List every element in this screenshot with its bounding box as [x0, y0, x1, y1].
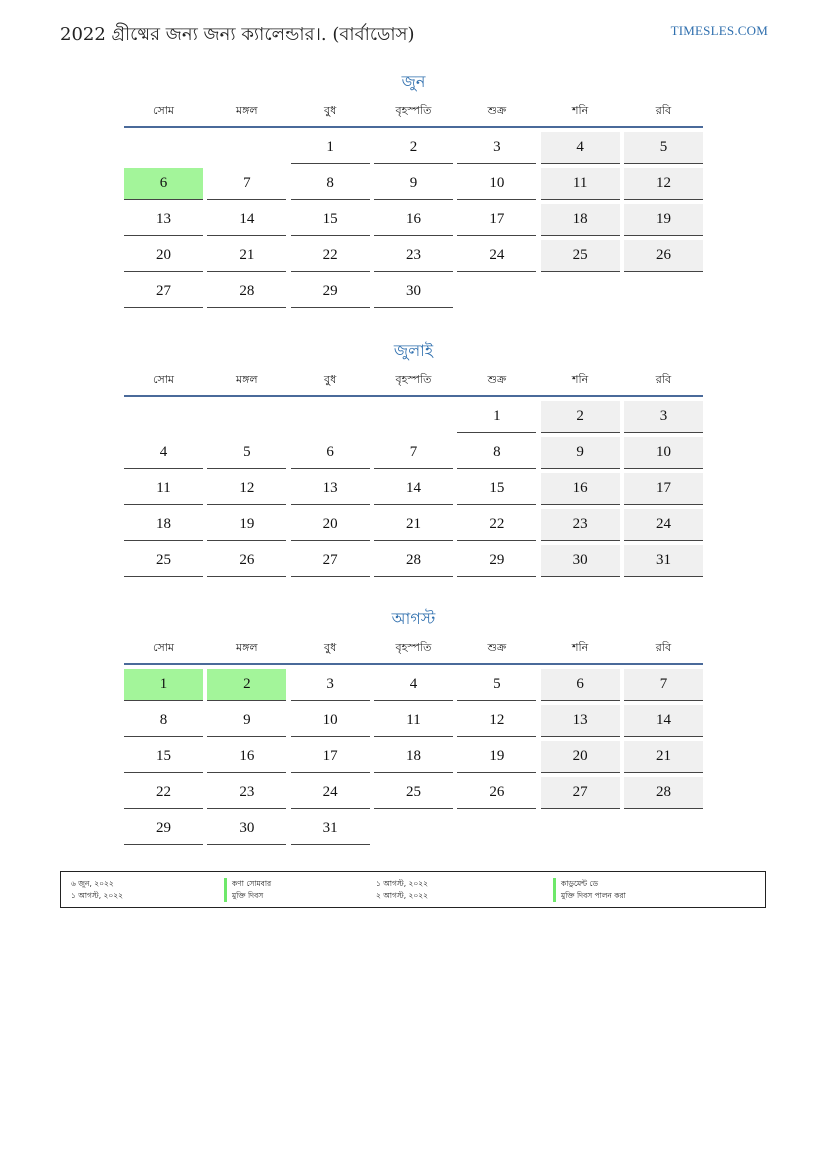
day-cell[interactable]: 19	[207, 509, 286, 541]
day-cell[interactable]: 13	[124, 204, 203, 236]
day-cell[interactable]: 11	[374, 705, 453, 737]
weekday-label: শুক্র	[487, 373, 507, 386]
day-cell[interactable]: 24	[624, 509, 703, 541]
weekday-label: মঙ্গল	[236, 641, 258, 654]
day-cell[interactable]: 28	[374, 545, 453, 577]
empty-cell	[124, 401, 203, 432]
weekday-label: মঙ্গল	[236, 373, 258, 386]
holiday-list	[60, 871, 766, 908]
day-cell[interactable]: 30	[207, 813, 286, 845]
day-cell[interactable]: 5	[624, 132, 703, 164]
day-cell[interactable]: 12	[624, 168, 703, 200]
day-cell[interactable]: 4	[124, 437, 203, 469]
weekday-header	[124, 641, 703, 665]
day-cell[interactable]: 5	[457, 669, 536, 701]
day-cell[interactable]: 24	[291, 777, 370, 809]
empty-cell	[207, 401, 286, 432]
day-cell[interactable]: 17	[624, 473, 703, 505]
day-cell[interactable]: 15	[457, 473, 536, 505]
month-title: জুলাই	[393, 341, 434, 360]
weekday-header	[124, 373, 703, 397]
day-cell[interactable]: 18	[541, 204, 620, 236]
day-cell[interactable]: 21	[374, 509, 453, 541]
month-title: আগস্ট	[391, 609, 436, 628]
page-title: 2022 গ্রীষ্মের জন্য জন্য ক্যালেন্ডার।. (বার্বাডোস)	[60, 24, 415, 45]
day-cell[interactable]: 9	[541, 437, 620, 469]
empty-cell	[374, 401, 453, 432]
day-cell[interactable]: 21	[624, 741, 703, 773]
day-cell[interactable]: 7	[624, 669, 703, 701]
weekday-label: বুধ	[324, 641, 337, 654]
day-cell[interactable]: 23	[374, 240, 453, 272]
day-cell[interactable]: 25	[541, 240, 620, 272]
holiday-date: ২ আগস্ট, ২০২২	[376, 891, 429, 900]
day-cell[interactable]: 18	[124, 509, 203, 541]
day-cell[interactable]: 30	[541, 545, 620, 577]
day-cell[interactable]: 22	[457, 509, 536, 541]
day-cell[interactable]: 19	[457, 741, 536, 773]
day-grid	[124, 132, 703, 308]
day-cell[interactable]: 23	[541, 509, 620, 541]
day-cell[interactable]: 27	[541, 777, 620, 809]
day-cell[interactable]: 10	[457, 168, 536, 200]
holiday-date: ৬ জুন, ২০২২	[71, 879, 114, 888]
day-cell[interactable]: 25	[374, 777, 453, 809]
day-cell[interactable]: 22	[291, 240, 370, 272]
day-cell[interactable]: 29	[124, 813, 203, 845]
day-cell[interactable]: 29	[457, 545, 536, 577]
day-cell[interactable]: 3	[291, 669, 370, 701]
day-cell[interactable]: 4	[541, 132, 620, 164]
day-cell[interactable]: 10	[291, 705, 370, 737]
weekday-label: বুধ	[324, 373, 337, 386]
day-cell[interactable]: 29	[291, 276, 370, 308]
month-august	[124, 607, 703, 845]
day-cell[interactable]: 20	[541, 741, 620, 773]
day-cell[interactable]: 11	[541, 168, 620, 200]
day-cell[interactable]: 6	[541, 669, 620, 701]
weekday-label: শনি	[572, 373, 589, 386]
holiday-date: ১ আগস্ট, ২০২২	[376, 879, 428, 888]
weekday-label: বৃহস্পতি	[395, 641, 432, 654]
empty-cell	[207, 132, 286, 163]
day-cell[interactable]: 2	[374, 132, 453, 164]
day-grid	[124, 401, 703, 577]
day-cell[interactable]: 7	[374, 437, 453, 469]
day-cell[interactable]: 5	[207, 437, 286, 469]
day-cell[interactable]: 25	[124, 545, 203, 577]
weekday-label: রবি	[655, 641, 672, 654]
day-cell[interactable]: 1	[291, 132, 370, 164]
day-cell[interactable]: 6	[291, 437, 370, 469]
day-cell[interactable]: 8	[291, 168, 370, 200]
day-cell[interactable]: 14	[374, 473, 453, 505]
day-cell[interactable]: 3	[457, 132, 536, 164]
day-cell[interactable]: 18	[374, 741, 453, 773]
month-july	[124, 339, 703, 577]
weekday-label: সোম	[152, 641, 175, 654]
holiday-name: কাডুমেন্ট ডে	[553, 878, 598, 890]
holiday-name: কণা সোমবার	[224, 878, 271, 890]
day-cell[interactable]: 12	[207, 473, 286, 505]
day-cell[interactable]: 10	[624, 437, 703, 469]
day-cell[interactable]: 16	[207, 741, 286, 773]
day-cell[interactable]: 9	[207, 705, 286, 737]
day-cell[interactable]: 2	[541, 401, 620, 433]
weekday-label: শনি	[572, 104, 589, 117]
empty-cell	[291, 401, 370, 432]
day-cell[interactable]: 26	[207, 545, 286, 577]
day-cell[interactable]: 23	[207, 777, 286, 809]
weekday-label: সোম	[152, 373, 175, 386]
weekday-header	[124, 104, 703, 128]
day-cell[interactable]: 13	[541, 705, 620, 737]
day-cell[interactable]: 27	[291, 545, 370, 577]
day-cell[interactable]: 8	[124, 705, 203, 737]
day-cell[interactable]: 4	[374, 669, 453, 701]
month-title: জুন	[401, 72, 426, 91]
day-cell[interactable]: 13	[291, 473, 370, 505]
day-cell[interactable]: 26	[624, 240, 703, 272]
holiday-day-cell[interactable]: 1	[124, 669, 203, 701]
day-cell[interactable]: 16	[374, 204, 453, 236]
day-cell[interactable]: 7	[207, 168, 286, 200]
weekday-label: মঙ্গল	[236, 104, 258, 117]
weekday-label: রবি	[655, 373, 672, 386]
day-cell[interactable]: 12	[457, 705, 536, 737]
day-cell[interactable]: 9	[374, 168, 453, 200]
day-grid	[124, 669, 703, 845]
day-cell[interactable]: 14	[207, 204, 286, 236]
day-cell[interactable]: 15	[291, 204, 370, 236]
day-cell[interactable]: 1	[457, 401, 536, 433]
day-cell[interactable]: 8	[457, 437, 536, 469]
day-cell[interactable]: 31	[624, 545, 703, 577]
day-cell[interactable]: 21	[207, 240, 286, 272]
day-cell[interactable]: 27	[124, 276, 203, 308]
holiday-date: ১ আগস্ট, ২০২২	[71, 891, 123, 900]
day-cell[interactable]: 16	[541, 473, 620, 505]
holiday-day-cell[interactable]: 6	[124, 168, 203, 200]
day-cell[interactable]: 26	[457, 777, 536, 809]
weekday-label: শুক্র	[487, 641, 507, 654]
day-cell[interactable]: 28	[624, 777, 703, 809]
weekday-label: সোম	[152, 104, 175, 117]
weekday-label: রবি	[655, 104, 672, 117]
site-link[interactable]: TIMESLES.COM	[670, 23, 768, 38]
day-cell[interactable]: 3	[624, 401, 703, 433]
day-cell[interactable]: 20	[124, 240, 203, 272]
day-cell[interactable]: 17	[457, 204, 536, 236]
day-cell[interactable]: 20	[291, 509, 370, 541]
day-cell[interactable]: 15	[124, 741, 203, 773]
weekday-label: বৃহস্পতি	[395, 373, 432, 386]
holiday-name: মুক্তি দিবস পালন করা	[553, 890, 626, 902]
day-cell[interactable]: 22	[124, 777, 203, 809]
day-cell[interactable]: 31	[291, 813, 370, 845]
weekday-label: বুধ	[324, 104, 337, 117]
day-cell[interactable]: 24	[457, 240, 536, 272]
weekday-label: বৃহস্পতি	[395, 104, 432, 117]
weekday-label: শুক্র	[487, 104, 507, 117]
empty-cell	[124, 132, 203, 163]
day-cell[interactable]: 14	[624, 705, 703, 737]
month-june	[124, 70, 703, 308]
holiday-name: মুক্তি দিবস	[224, 890, 263, 902]
day-cell[interactable]: 30	[374, 276, 453, 308]
holiday-day-cell[interactable]: 2	[207, 669, 286, 701]
day-cell[interactable]: 17	[291, 741, 370, 773]
day-cell[interactable]: 19	[624, 204, 703, 236]
day-cell[interactable]: 28	[207, 276, 286, 308]
day-cell[interactable]: 11	[124, 473, 203, 505]
weekday-label: শনি	[572, 641, 589, 654]
